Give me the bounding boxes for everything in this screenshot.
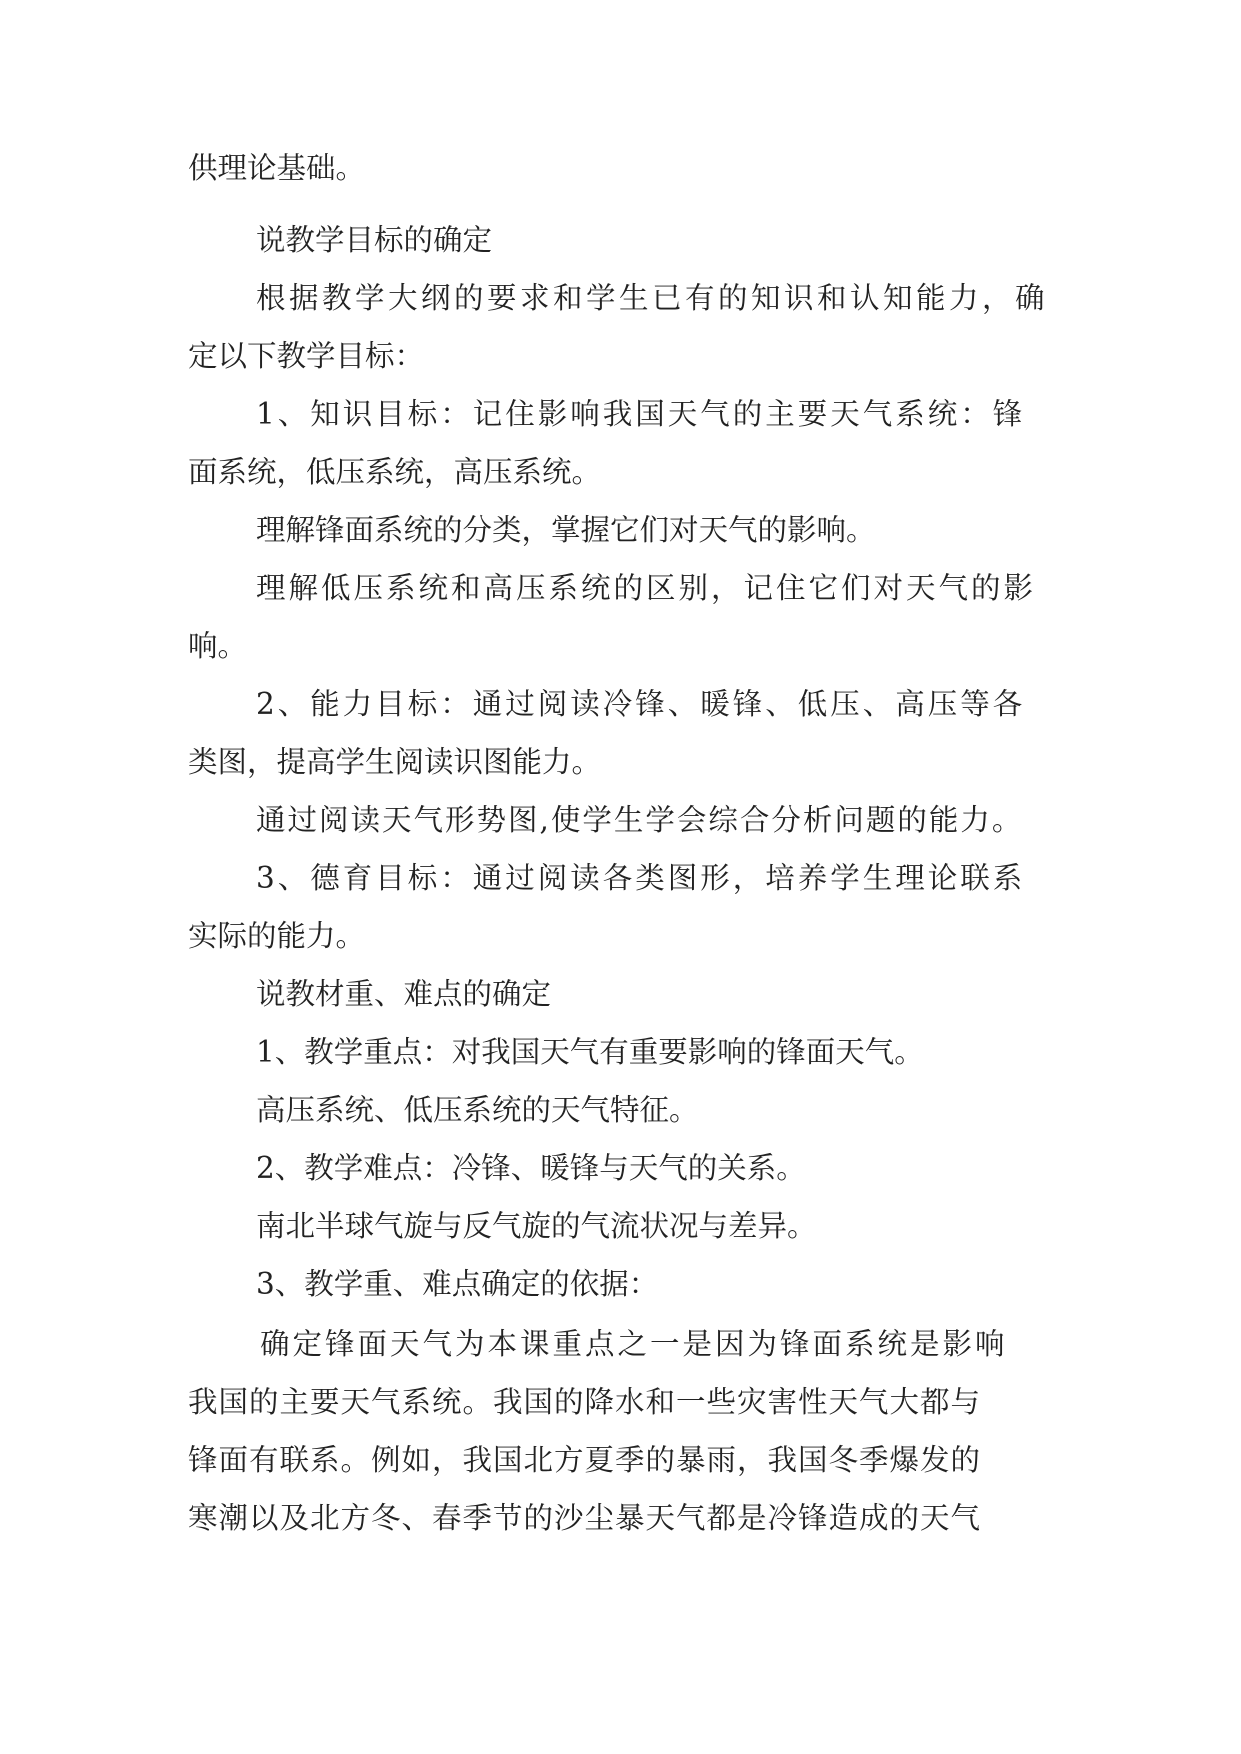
list-item: 1、教学重点：对我国天气有重要影响的锋面天气。 (256, 1035, 924, 1069)
paragraph-line: 实际的能力。 (188, 919, 366, 953)
paragraph-line: 面系统，低压系统，高压系统。 (188, 455, 602, 489)
list-item: 2、教学难点：冷锋、暖锋与天气的关系。 (256, 1151, 806, 1185)
paragraph-line: 南北半球气旋与反气旋的气流状况与差异。 (256, 1209, 817, 1243)
paragraph-line: 理解锋面系统的分类，掌握它们对天气的影响。 (256, 513, 876, 547)
paragraph-line: 根据教学大纲的要求和学生已有的知识和认知能力，确 (256, 281, 1049, 315)
list-item: 2、能力目标：通过阅读冷锋、暖锋、低压、高压等各 (256, 687, 1026, 721)
paragraph-line: 高压系统、低压系统的天气特征。 (256, 1093, 699, 1127)
paragraph-line: 理解低压系统和高压系统的区别，记住它们对天气的影 (256, 571, 1037, 605)
paragraph-line: 寒潮以及北方冬、春季节的沙尘暴天气都是冷锋造成的天气 (188, 1501, 982, 1535)
paragraph-line: 我国的主要天气系统。我国的降水和一些灾害性天气大都与 (188, 1385, 982, 1419)
paragraph-line: 供理论基础。 (188, 151, 366, 185)
section-heading: 说教材重、难点的确定 (256, 977, 552, 1011)
paragraph-line: 确定锋面天气为本课重点之一是因为锋面系统是影响 (260, 1327, 1008, 1361)
list-item: 3、教学重、难点确定的依据： (256, 1267, 659, 1301)
paragraph-line: 类图，提高学生阅读识图能力。 (188, 745, 602, 779)
paragraph-line: 定以下教学目标： (188, 339, 425, 373)
paragraph-line: 响。 (188, 629, 248, 663)
list-item: 1、知识目标：记住影响我国天气的主要天气系统：锋 (256, 397, 1026, 431)
paragraph-line: 锋面有联系。例如，我国北方夏季的暴雨，我国冬季爆发的 (188, 1443, 982, 1477)
section-heading: 说教学目标的确定 (256, 223, 493, 257)
list-item: 3、德育目标：通过阅读各类图形，培养学生理论联系 (256, 861, 1026, 895)
paragraph-line: 通过阅读天气形势图,使学生学会综合分析问题的能力。 (256, 803, 1024, 837)
